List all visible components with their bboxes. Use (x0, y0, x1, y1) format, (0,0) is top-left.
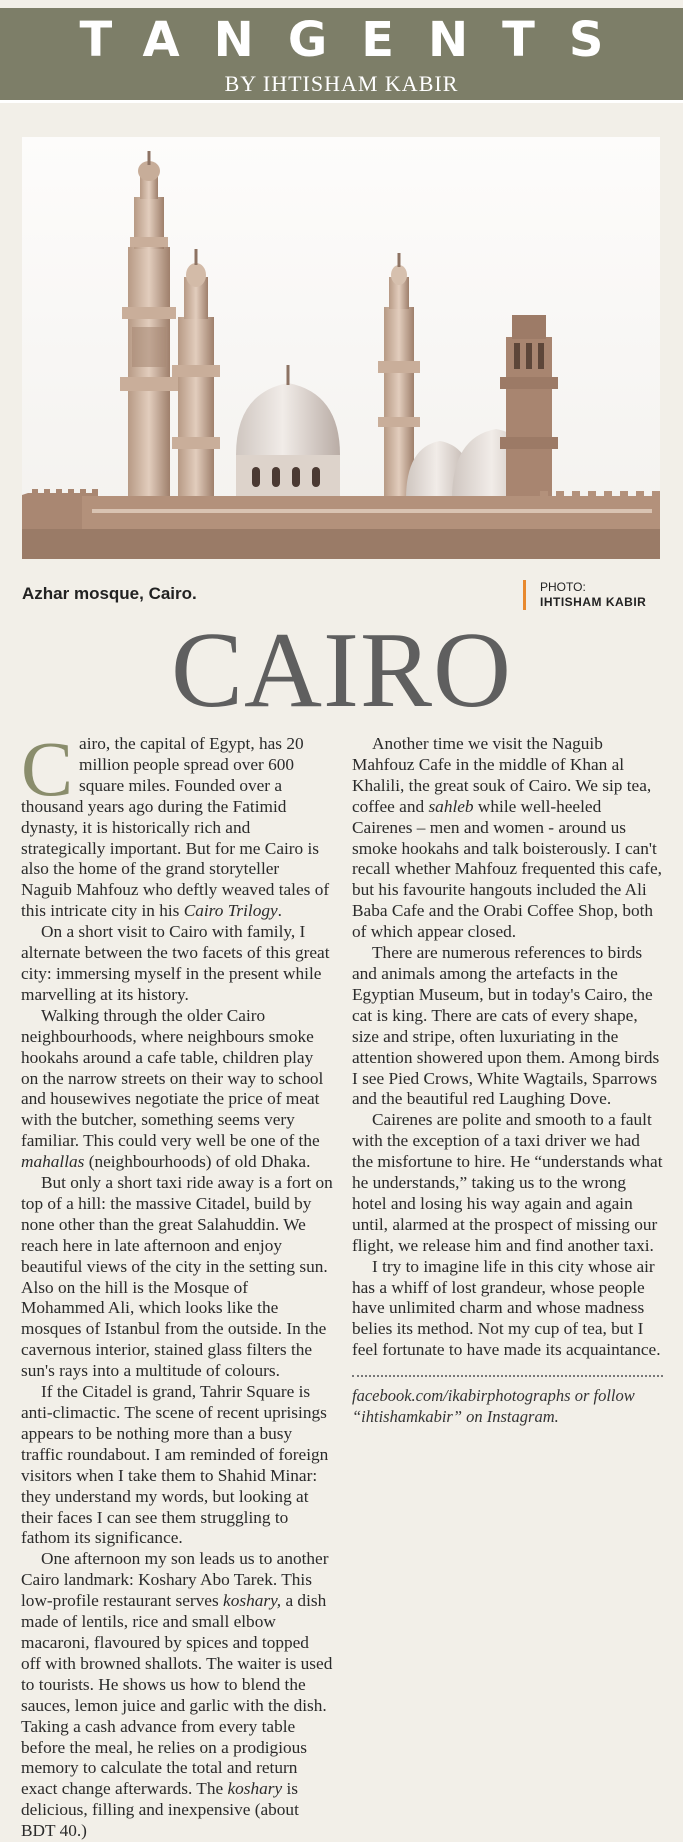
paragraph-8: There are numerous references to birds and animals among the artefacts in the Egyptian Museum, but in today's Cairo, the cat is king. There are cats of every shape, size and stripe, often luxuriating in the attention showered upon them. Among birds I see Pied Crows, White Wagtails, Sparrows and the beautiful red Laughing Dove. (352, 943, 660, 1109)
paragraph-3-text: Walking through the older Cairo neighbourhoods, where neighbours smoke hookahs around a cafe table, children play on the narrow streets on their way to school and housewives negotiate the price of meat with the butcher, something seems very familiar. This could very well be one of the (21, 1005, 324, 1151)
term-koshary: koshary, (223, 1591, 282, 1611)
book-title: Cairo Trilogy (183, 901, 278, 921)
paragraph-2: On a short visit to Cairo with family, I alternate between the two facets of this great city: immersing myself in the present while marvelling at its history. (21, 922, 330, 1004)
paragraph-10: I try to imagine life in this city whose air has a whiff of lost grandeur, whose people have unlimited charm and whose madness belies its method. Not my cup of tea, but I feel fortunate to have made its acquaintance. (352, 1256, 661, 1360)
paragraph-6-continued: a dish made of lentils, rice and small elbow macaroni, flavoured by spices and topped off with browned shallots. The waiter is used to tourists. He shows us how to blend the sauces, lemon juice and garlic with the dish. Taking a cash advance from every table before the meal, he relies on a prodigious memory to calculate the total and return exact change afterwards. The (21, 1591, 333, 1799)
column-title: TANGENTS (79, 12, 638, 68)
paragraph-5: If the Citadel is grand, Tahrir Square is anti-climactic. The scene of recent uprisings appears to be nothing more than a busy traffic roundabout. I am reminded of foreign visitors when I take them to Shahid Minar: they understand my words, but looking at their faces I can see them struggling to fathom its significance. (21, 1382, 329, 1548)
social-media-note: facebook.com/ikabirphotographs or follow “ihtishamkabir” on Instagram. (352, 1375, 663, 1427)
byline: BY IHTISHAM KABIR (224, 71, 459, 96)
paragraph-7 (352, 734, 663, 943)
paragraph-9: Cairenes are polite and smooth to a fault with the exception of a taxi driver we had the misfortune to hire. He “understands what he understands,” taking us to the wrong hotel and losing his way again and again until, alarmed at the prospect of missing our flight, we release him and find another taxi. (352, 1110, 663, 1255)
paragraph-1-end: . (277, 901, 282, 921)
photo-caption: Azhar mosque, Cairo. (22, 584, 197, 603)
term-sahleb: sahleb (428, 796, 474, 816)
drop-cap: C (21, 725, 74, 812)
paragraph-6-text: One afternoon my son leads us to another Cairo landmark: Koshary Abo Tarek. This low-profile restaurant serves (21, 1549, 329, 1611)
paragraph-7-end: while well-heeled Cairenes – men and women - around us smoke hookahs and talk boisterously. I can't recall whether Mahfouz frequented this cafe, but his favourite hangouts included the Ali Baba Cafe and the Orabi Coffee Shop, both of which appear closed. (352, 796, 662, 942)
photographer-name: IHTISHAM KABIR (540, 595, 647, 609)
paragraph-6-end: is delicious, filling and inexpensive (about BDT 40.) (21, 1779, 299, 1841)
term-koshary-2: koshary (227, 1779, 283, 1799)
mosque-photo (22, 137, 660, 559)
paragraph-1-text: airo, the capital of Egypt, has 20 million people spread over 600 square miles. Founded over a thousand years ago during the Fatimid dynasty, it is historically rich and strategically important. But for me Cairo is also the home of the grand storyteller Naguib Mahfouz who deftly weaved tales of this intricate city in his (21, 734, 330, 921)
term-mahallas: mahallas (21, 1152, 85, 1172)
paragraph-3 (21, 1006, 333, 1173)
paragraph-6 (21, 1549, 333, 1842)
paragraph-7-text: Another time we visit the Naguib Mahfouz Cafe in the middle of Khan al Khalili, the great souk of Cairo. We sip tea, coffee and (352, 734, 652, 816)
article-column-right (352, 734, 663, 1427)
column-banner (0, 8, 683, 103)
article-headline: CAIRO (170, 611, 513, 730)
article-column-left (21, 725, 333, 1842)
paragraph-3-end: (neighbourhoods) of old Dhaka. (84, 1152, 311, 1172)
photo-credit (523, 580, 646, 610)
photo-credit-label: PHOTO: (540, 580, 586, 594)
paragraph-1 (21, 725, 333, 922)
paragraph-4: But only a short taxi ride away is a fort on top of a hill: the massive Citadel, build by none other than the great Salahuddin. We reach here in late afternoon and enjoy beautiful views of the city in the setting sun. Also on the hill is the Mosque of Mohammed Ali, which looks like the mosques of Istanbul from the outside. In the cavernous interior, stained glass filters the sun's rays into a multitude of colours. (21, 1173, 333, 1381)
